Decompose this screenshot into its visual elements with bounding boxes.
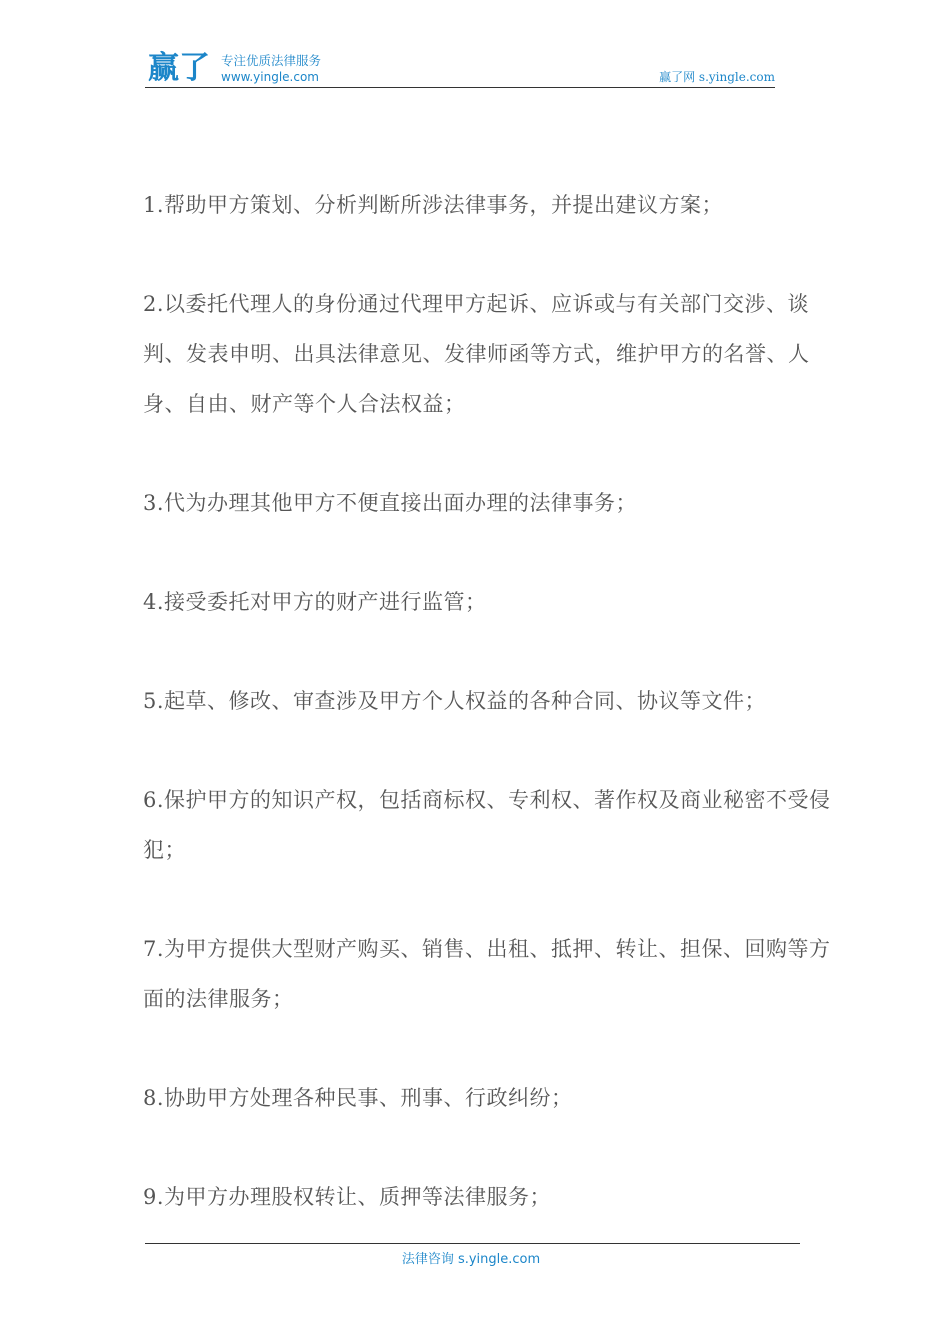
page-header	[145, 50, 775, 88]
footer-link[interactable]: 法律咨询 s.yingle.com	[401, 1252, 541, 1267]
paragraph-3: 3.代为办理其他甲方不便直接出面办理的法律事务；	[143, 491, 638, 515]
paragraph-8: 8.协助甲方处理各种民事、刑事、行政纠纷；	[143, 1086, 573, 1110]
paragraph-4: 4.接受委托对甲方的财产进行监管；	[143, 590, 487, 614]
logo-text: 赢了	[148, 50, 210, 86]
paragraph-1: 1.帮助甲方策划、分析判断所涉法律事务，并提出建议方案；	[143, 193, 724, 217]
paragraph-2: 2.以委托代理人的身份通过代理甲方起诉、应诉或与有关部门交涉、谈判、发表申明、出具法律意见、发律师函等方式，维护甲方的名誉、人身、自由、财产等个人合法权益；	[143, 292, 810, 416]
logo-url: www.yingle.com	[221, 70, 319, 84]
paragraph-6: 6.保护甲方的知识产权，包括商标权、专利权、著作权及商业秘密不受侵犯；	[143, 788, 831, 862]
header-site-link[interactable]: 赢了网 s.yingle.com	[659, 70, 775, 84]
paragraph-9: 9.为甲方办理股权转让、质押等法律服务；	[143, 1185, 552, 1209]
header-divider	[145, 87, 775, 88]
footer-divider	[145, 1243, 800, 1244]
logo-tagline: 专注优质法律服务	[221, 53, 322, 68]
paragraph-5: 5.起草、修改、审查涉及甲方个人权益的各种合同、协议等文件；	[143, 689, 767, 713]
paragraph-7: 7.为甲方提供大型财产购买、销售、出租、抵押、转让、担保、回购等方面的法律服务；	[143, 937, 831, 1011]
document-body	[143, 180, 833, 1271]
